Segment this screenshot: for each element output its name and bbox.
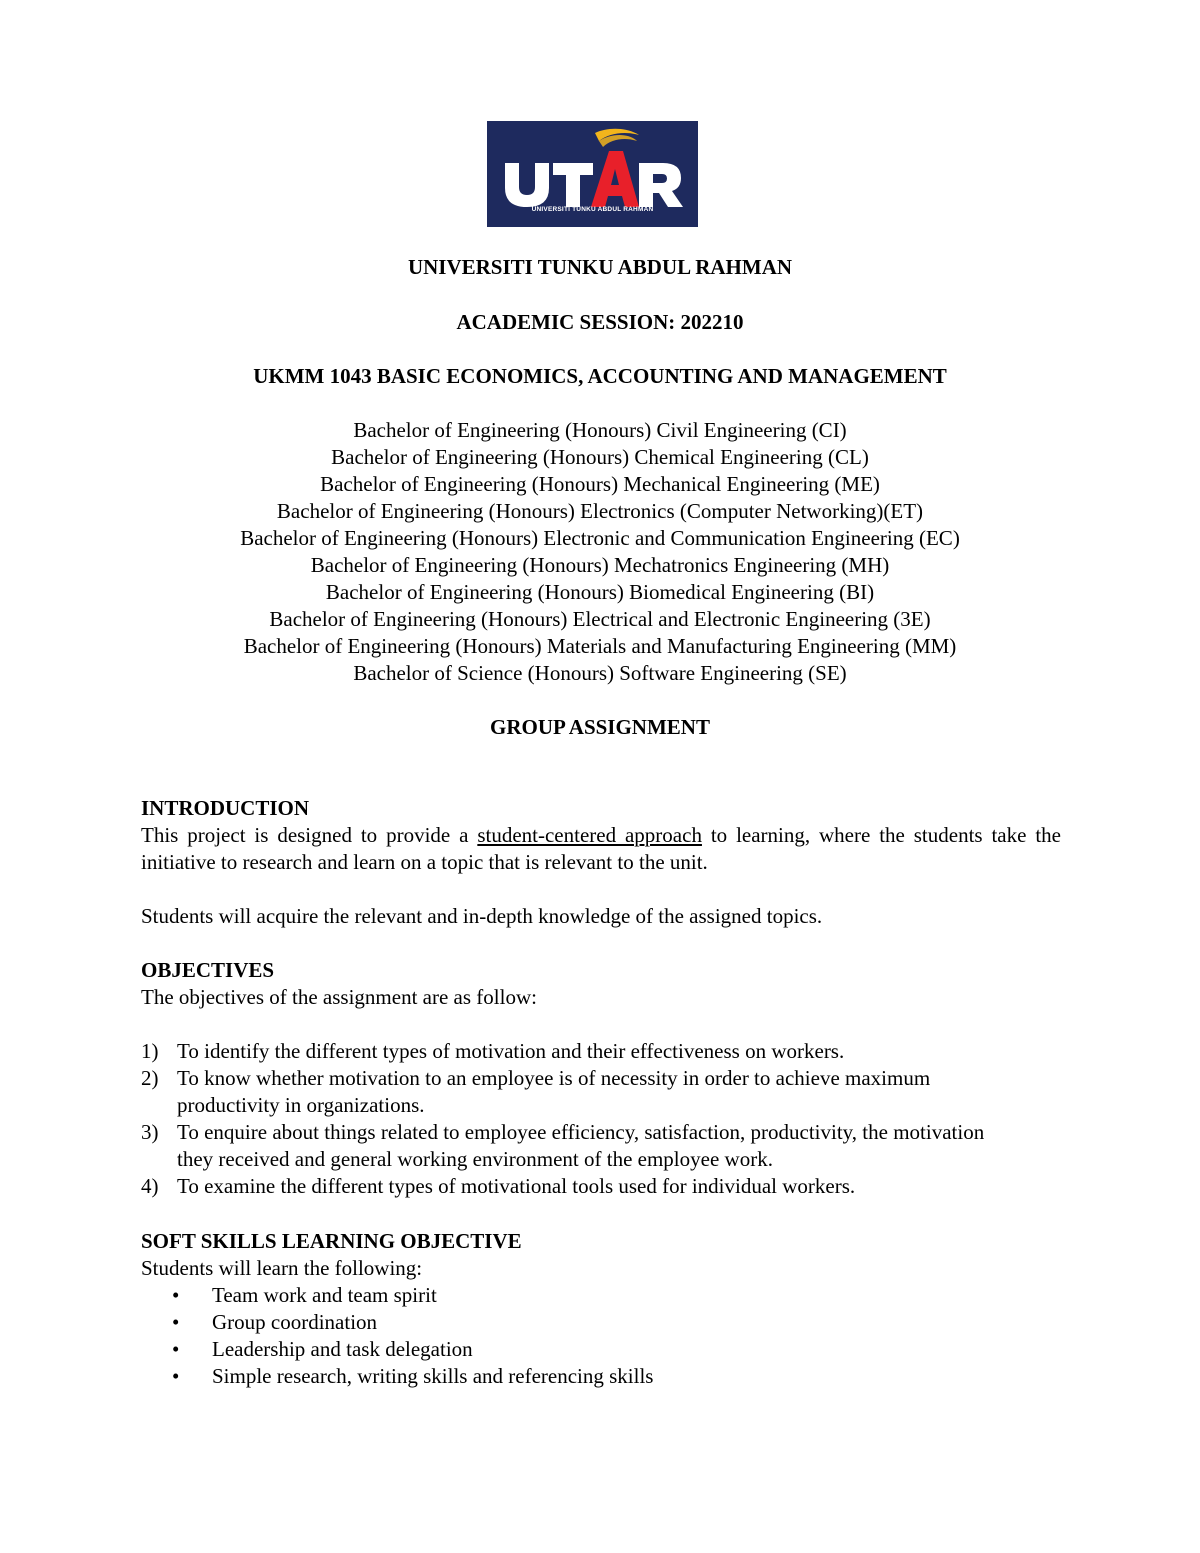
objective-number: 1) [141, 1039, 159, 1063]
bullet-icon: • [172, 1283, 180, 1307]
intro-text-after: to learning, where the students take the initiative to research and learn on a topic that is relevant to the unit. [141, 823, 1061, 874]
logo-letter-u [505, 163, 549, 207]
soft-skills-section [141, 1228, 1061, 1282]
introduction-section [141, 795, 1061, 876]
programme-line: Bachelor of Engineering (Honours) Electronic and Communication Engineering (EC) [240, 526, 960, 550]
logo-letter-t [553, 163, 593, 207]
objective-text: To identify the different types of motivation and their effectiveness on workers. [177, 1039, 845, 1063]
logo-letter-r [639, 163, 683, 207]
objective-item [141, 1173, 1061, 1200]
soft-skill-item [172, 1363, 653, 1390]
university-name: UNIVERSITI TUNKU ABDUL RAHMAN [407, 255, 793, 279]
objective-number: 2) [141, 1066, 159, 1090]
soft-skill-text: Leadership and task delegation [212, 1337, 473, 1361]
bullet-icon: • [172, 1310, 180, 1334]
objective-number: 4) [141, 1174, 159, 1198]
programme-line: Bachelor of Engineering (Honours) Materials and Manufacturing Engineering (MM) [243, 634, 957, 658]
objectives-section [141, 957, 1061, 1011]
course-title: UKMM 1043 BASIC ECONOMICS, ACCOUNTING AND MANAGEMENT [253, 364, 947, 388]
logo-subtitle: UNIVERSITI TUNKU ABDUL RAHMAN [531, 206, 654, 213]
soft-skills-intro: Students will learn the following: [141, 1256, 423, 1280]
introduction-paragraph-2: Students will acquire the relevant and in-depth knowledge of the assigned topics. [141, 904, 823, 928]
soft-skill-item [172, 1309, 377, 1336]
objective-item [141, 1119, 1061, 1173]
soft-skill-text: Group coordination [212, 1310, 378, 1334]
logo-letter-a [591, 151, 639, 207]
programme-line: Bachelor of Engineering (Honours) Mechatronics Engineering (MH) [310, 553, 890, 577]
objectives-intro: The objectives of the assignment are as follow: [141, 985, 537, 1009]
objective-number: 3) [141, 1120, 159, 1144]
programme-line: Bachelor of Engineering (Honours) Mechanical Engineering (ME) [320, 472, 880, 496]
introduction-heading: INTRODUCTION [141, 796, 310, 820]
academic-session: ACADEMIC SESSION: 202210 [456, 310, 744, 334]
programme-line: Bachelor of Engineering (Honours) Biomedical Engineering (BI) [325, 580, 875, 604]
objectives-heading: OBJECTIVES [141, 958, 275, 982]
objective-text: To know whether motivation to an employee is of necessity in order to achieve maximum productivity in organizations. [177, 1066, 931, 1117]
soft-skill-text: Team work and team spirit [212, 1283, 437, 1307]
programme-line: Bachelor of Engineering (Honours) Electronics (Computer Networking)(ET) [276, 499, 924, 523]
introduction-paragraph [141, 822, 1061, 876]
student-centered-approach-link: student-centered approach [477, 823, 702, 847]
intro-text-before: This project is designed to provide a [141, 823, 478, 847]
bullet-icon: • [172, 1337, 180, 1361]
soft-skills-heading: SOFT SKILLS LEARNING OBJECTIVE [141, 1229, 522, 1253]
soft-skill-item [172, 1282, 437, 1309]
programme-line: Bachelor of Engineering (Honours) Civil Engineering (CI) [353, 418, 847, 442]
objective-item [141, 1038, 1061, 1065]
objective-text: To enquire about things related to employee efficiency, satisfaction, productivity, the motivation they received and general working environment of the employee work. [177, 1120, 985, 1171]
objective-text: To examine the different types of motivational tools used for individual workers. [177, 1174, 856, 1198]
programme-line: Bachelor of Engineering (Honours) Chemical Engineering (CL) [331, 445, 869, 469]
bullet-icon: • [172, 1364, 180, 1388]
programme-line: Bachelor of Science (Honours) Software Engineering (SE) [353, 661, 847, 685]
assignment-title: GROUP ASSIGNMENT [490, 715, 710, 739]
utar-logo [487, 121, 698, 227]
soft-skill-text: Simple research, writing skills and referencing skills [212, 1364, 654, 1388]
soft-skill-item [172, 1336, 473, 1363]
programme-line: Bachelor of Engineering (Honours) Electrical and Electronic Engineering (3E) [269, 607, 931, 631]
objective-item [141, 1065, 1061, 1119]
